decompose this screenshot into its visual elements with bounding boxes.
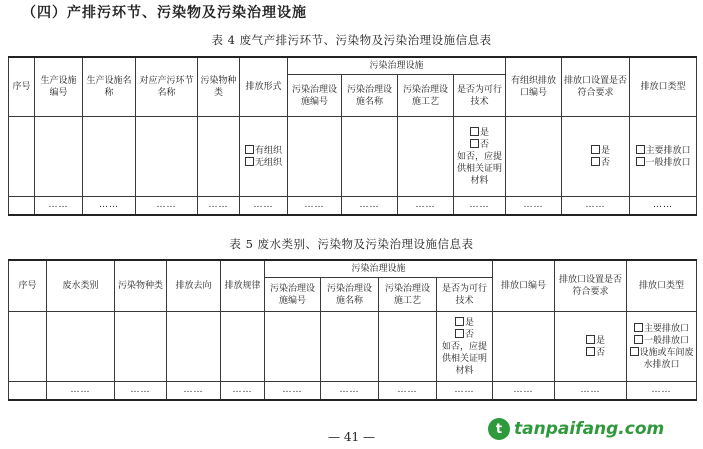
t4-outlet-type-options: 主要排放口 一般排放口 xyxy=(630,117,697,197)
section-title: （四）产排污环节、污染物及污染治理设施 xyxy=(22,5,307,21)
t5-h-pollutant: 污染物种类 xyxy=(115,260,167,312)
t4-h-outlet-code: 有组织排放口编号 xyxy=(506,57,562,117)
t5-h-treat-process: 污染治理设施工艺 xyxy=(379,278,437,312)
table5 xyxy=(8,259,697,401)
checkbox-icon[interactable] xyxy=(245,157,254,166)
table5-caption: 表 5 废水类别、污染物及污染治理设施信息表 xyxy=(229,237,474,251)
t5-h-outlet-type: 排放口类型 xyxy=(627,260,697,312)
t4-h-outlet-type: 排放口类型 xyxy=(630,57,697,117)
t5-h-treatment-group: 污染治理设施 xyxy=(265,260,493,278)
t4-emission-options: 有组织 无组织 xyxy=(240,117,288,197)
checkbox-icon[interactable] xyxy=(470,139,479,148)
watermark xyxy=(488,418,664,440)
checkbox-icon[interactable] xyxy=(470,127,479,136)
t4-h-emission-form: 排放形式 xyxy=(240,57,288,117)
table-row xyxy=(9,312,697,382)
table-row: …… …… …… …… …… …… …… …… …… …… …… …… xyxy=(9,197,697,215)
t4-h-pollutant: 污染物种类 xyxy=(198,57,240,117)
t4-h-facility-name: 生产设施名称 xyxy=(83,57,136,117)
t4-compliant-options: 是 否 xyxy=(562,117,630,197)
t5-h-feasible: 是否为可行技术 xyxy=(437,278,493,312)
page-number: — 41 — xyxy=(328,430,375,444)
checkbox-icon[interactable] xyxy=(586,335,595,344)
checkbox-icon[interactable] xyxy=(245,145,254,154)
checkbox-icon[interactable] xyxy=(586,347,595,356)
checkbox-icon[interactable] xyxy=(591,145,600,154)
t5-h-treat-name: 污染治理设施名称 xyxy=(321,278,379,312)
checkbox-icon[interactable] xyxy=(591,157,600,166)
t5-h-destination: 排放去向 xyxy=(167,260,221,312)
table4 xyxy=(8,56,697,216)
checkbox-icon[interactable] xyxy=(634,335,643,344)
t4-h-facility-code: 生产设施编号 xyxy=(35,57,83,117)
checkbox-icon[interactable] xyxy=(636,145,645,154)
t5-feasible-options: 是 否 如否，应提供相关证明材料 xyxy=(437,312,493,382)
t4-h-treat-code: 污染治理设施编号 xyxy=(288,75,342,117)
checkbox-icon[interactable] xyxy=(636,157,645,166)
tanpaifang-logo-icon: t xyxy=(488,418,510,440)
t5-feasible-note: 如否，应提供相关证明材料 xyxy=(442,341,488,376)
table-row xyxy=(9,117,697,197)
checkbox-icon[interactable] xyxy=(455,329,464,338)
checkbox-icon[interactable] xyxy=(455,317,464,326)
t5-h-category: 废水类别 xyxy=(47,260,115,312)
t5-h-regularity: 排放规律 xyxy=(221,260,265,312)
watermark-site: tanpaifang.com xyxy=(514,419,665,439)
checkbox-icon[interactable] xyxy=(634,323,643,332)
t4-h-feasible: 是否为可行技术 xyxy=(454,75,506,117)
t4-h-treatment-group: 污染治理设施 xyxy=(288,57,506,75)
t5-h-outlet-compliant: 排放口设置是否符合要求 xyxy=(555,260,627,312)
t4-h-treat-process: 污染治理设施工艺 xyxy=(398,75,454,117)
t4-h-outlet-compliant: 排放口设置是否符合要求 xyxy=(562,57,630,117)
checkbox-icon[interactable] xyxy=(630,347,639,356)
t4-feasible-options: 是 否 如否，应提供相关证明材料 xyxy=(454,117,506,197)
t5-outlet-type-options: 主要排放口 一般排放口 设施或车间废水排放口 xyxy=(627,312,697,382)
table4-caption: 表 4 废气产排污环节、污染物及污染治理设施信息表 xyxy=(211,33,492,47)
t5-compliant-options: 是 否 xyxy=(555,312,627,382)
t5-h-treat-code: 污染治理设施编号 xyxy=(265,278,321,312)
t5-h-outlet-code: 排放口编号 xyxy=(493,260,555,312)
t4-feasible-note: 如否，应提供相关证明材料 xyxy=(457,151,503,186)
table-row: …… …… …… …… …… …… …… …… …… …… …… xyxy=(9,382,697,400)
t5-h-seq: 序号 xyxy=(9,260,47,312)
t4-h-process: 对应产污环节名称 xyxy=(136,57,198,117)
t4-h-seq: 序号 xyxy=(9,57,35,117)
t4-h-treat-name: 污染治理设施名称 xyxy=(342,75,398,117)
